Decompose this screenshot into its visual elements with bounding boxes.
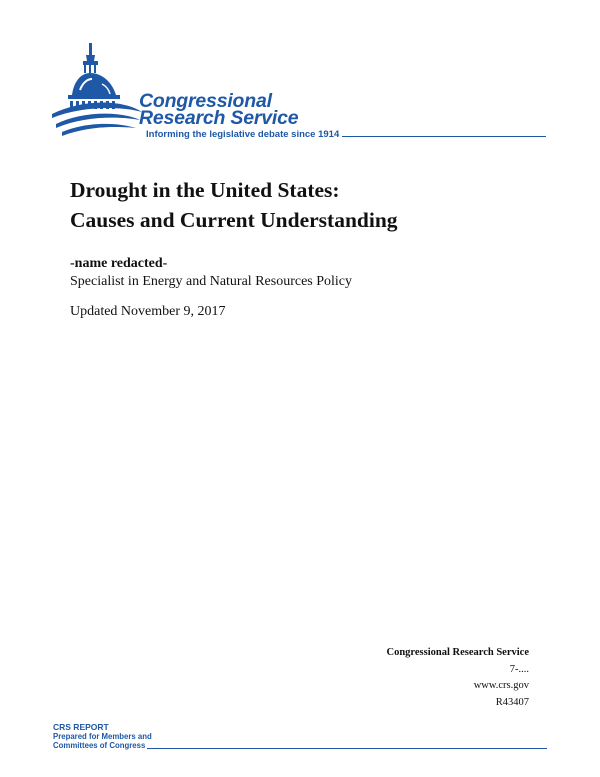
logo-name-line1: Congressional bbox=[139, 90, 272, 112]
footer-block bbox=[53, 723, 152, 750]
title-line-2: Causes and Current Understanding bbox=[70, 208, 398, 232]
contact-org: Congressional Research Service bbox=[386, 647, 529, 658]
footer-line-2: Committees of Congress bbox=[53, 741, 146, 750]
contact-block bbox=[386, 645, 529, 711]
author-name: -name redacted- bbox=[70, 256, 168, 271]
crs-logo bbox=[50, 40, 550, 150]
capitol-dome-icon bbox=[50, 40, 150, 150]
footer-divider bbox=[147, 748, 547, 749]
logo-divider bbox=[342, 136, 546, 137]
logo-wordmark bbox=[139, 90, 299, 129]
logo-tagline: Informing the legislative debate since 1914 bbox=[146, 129, 340, 140]
logo-name-line2: Research Service bbox=[139, 107, 299, 129]
contact-phone: 7-.... bbox=[509, 663, 529, 675]
document-title bbox=[70, 175, 398, 235]
updated-date: Updated November 9, 2017 bbox=[70, 304, 226, 319]
footer-line-1: Prepared for Members and bbox=[53, 732, 152, 741]
footer-report-label: CRS REPORT bbox=[53, 722, 109, 732]
author-title: Specialist in Energy and Natural Resources Policy bbox=[70, 274, 353, 289]
contact-website[interactable]: www.crs.gov bbox=[473, 680, 529, 691]
title-line-1: Drought in the United States: bbox=[70, 178, 340, 202]
author-block bbox=[70, 255, 352, 291]
report-number: R43407 bbox=[495, 696, 529, 708]
